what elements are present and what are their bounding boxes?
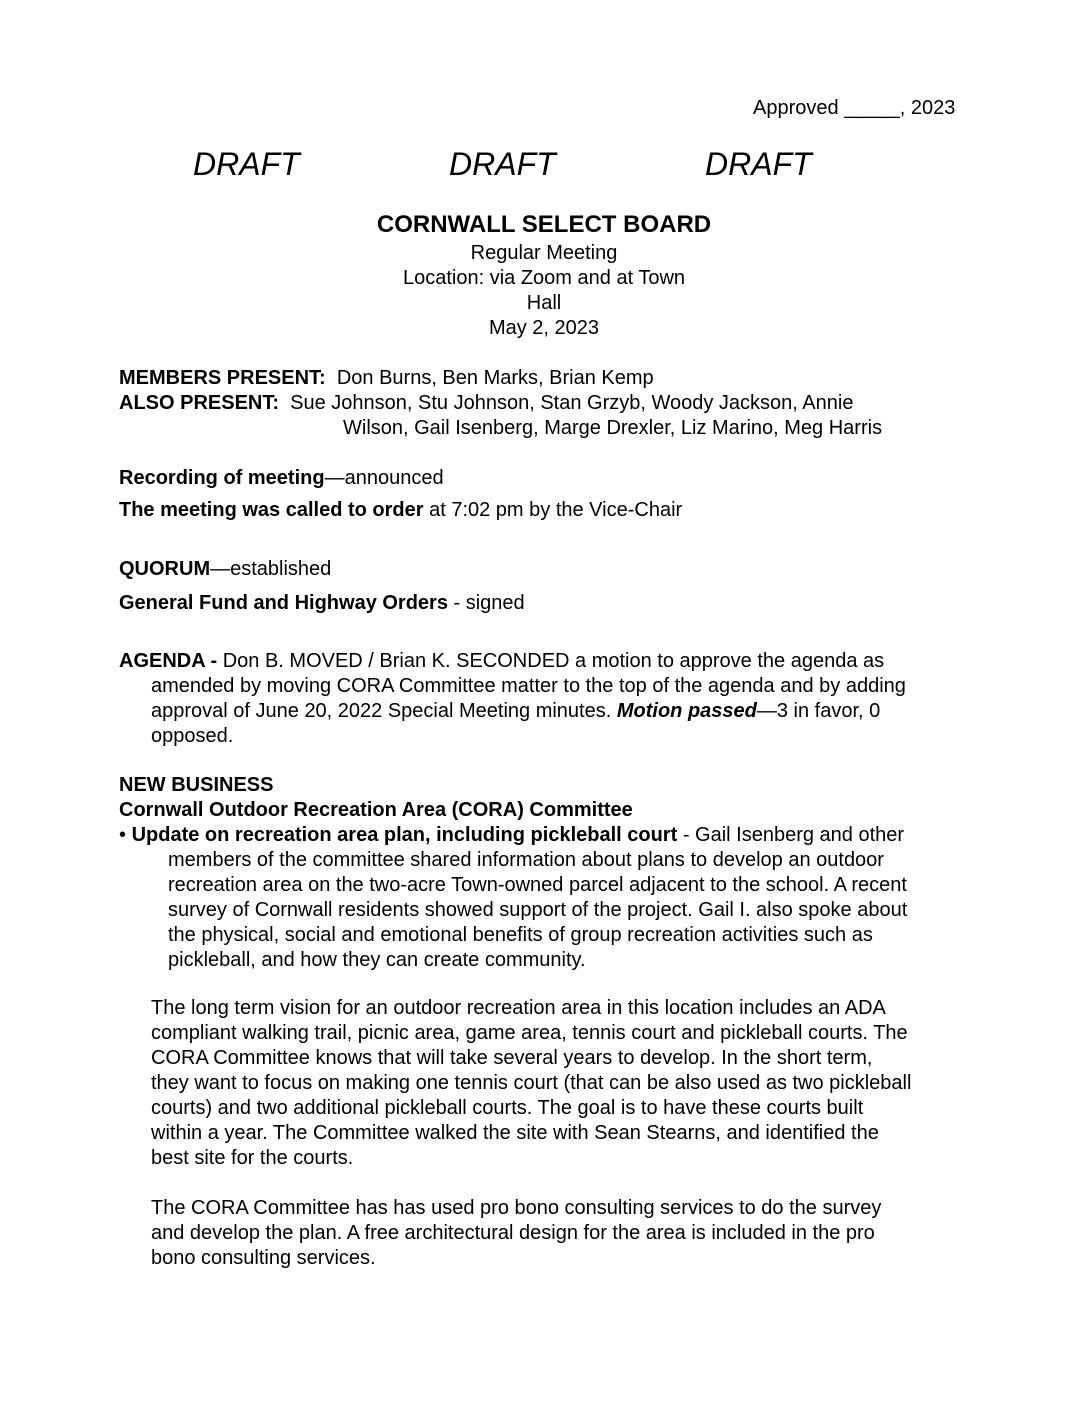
bullet-item	[119, 823, 904, 848]
draft-mark: DRAFT	[193, 146, 300, 182]
recording-item	[119, 466, 444, 491]
draft-mark: DRAFT	[705, 146, 812, 182]
paragraph-line: compliant walking trail, picnic area, game area, tennis court and pickleball courts. The	[151, 1022, 908, 1044]
bullet-continuation	[168, 848, 998, 973]
members-present-label: MEMBERS PRESENT:	[119, 367, 326, 389]
also-present-list: Sue Johnson, Stu Johnson, Stan Grzyb, Woody Jackson, Annie	[290, 392, 854, 414]
bullet-label: Update on recreation area plan, including pickleball court	[131, 824, 678, 846]
orders-label: General Fund and Highway Orders	[119, 592, 448, 614]
cora-subheading: Cornwall Outdoor Recreation Area (CORA) Committee	[119, 799, 633, 821]
recording-text: —announced	[324, 467, 444, 489]
new-business-heading: NEW BUSINESS	[119, 774, 274, 796]
paragraph-line: best site for the courts.	[151, 1147, 354, 1169]
paragraph-line: the physical, social and emotional benefits of group recreation activities such as	[168, 924, 873, 946]
paragraph-line: they want to focus on making one tennis court (that can be also used as two pickleball	[151, 1072, 912, 1094]
paragraph-line: members of the committee shared information about plans to develop an outdoor	[168, 849, 884, 871]
agenda-text-3b: —3 in favor, 0	[756, 700, 881, 722]
paragraph-line: CORA Committee knows that will take several years to develop. In the short term,	[151, 1047, 873, 1069]
paragraph-line: and develop the plan. A free architectural design for the area is included in the pro	[151, 1222, 875, 1244]
quorum-item	[119, 557, 331, 582]
agenda-line-3	[151, 699, 880, 724]
paragraph-line: pickleball, and how they can create community.	[168, 949, 586, 971]
draft-mark: DRAFT	[449, 146, 556, 182]
meeting-date: May 2, 2023	[488, 317, 600, 339]
call-to-order-label: The meeting was called to order	[119, 499, 424, 521]
paragraph-line: courts) and two additional pickleball courts. The goal is to have these courts built	[151, 1097, 864, 1119]
quorum-text: —established	[210, 558, 332, 580]
members-present	[119, 366, 654, 391]
meeting-type: Regular Meeting	[470, 242, 618, 264]
agenda-line-4: opposed.	[151, 725, 234, 747]
paragraph-vision	[151, 996, 981, 1171]
members-present-list: Don Burns, Ben Marks, Brian Kemp	[336, 367, 654, 389]
recording-label: Recording of meeting	[119, 467, 325, 489]
agenda-line-2: amended by moving CORA Committee matter to the top of the agenda and by adding	[151, 675, 906, 697]
paragraph-consulting	[151, 1196, 981, 1271]
paragraph-line: within a year. The Committee walked the site with Sean Stearns, and identified the	[151, 1122, 879, 1144]
also-present-label: ALSO PRESENT:	[119, 392, 280, 414]
paragraph-line: The CORA Committee has has used pro bono consulting services to do the survey	[151, 1197, 882, 1219]
paragraph-line: survey of Cornwall residents showed support of the project. Gail I. also spoke about	[168, 899, 908, 921]
call-to-order-text: at 7:02 pm by the Vice-Chair	[423, 499, 683, 521]
bullet-marker: •	[119, 824, 127, 846]
also-present	[119, 391, 853, 416]
document-title: CORNWALL SELECT BOARD	[376, 211, 712, 238]
orders-item	[119, 591, 525, 616]
approval-date-line: Approved _____, 2023	[753, 97, 956, 119]
bullet-text: - Gail Isenberg and other	[677, 824, 905, 846]
meeting-location-cont: Hall	[526, 292, 562, 314]
agenda-line-1	[119, 649, 884, 674]
quorum-label: QUORUM	[119, 558, 211, 580]
also-present-list-cont: Wilson, Gail Isenberg, Marge Drexler, Liz Marino, Meg Harris	[343, 417, 883, 439]
paragraph-line: bono consulting services.	[151, 1247, 376, 1269]
paragraph-line: recreation area on the two-acre Town-owned parcel adjacent to the school. A recent	[168, 874, 907, 896]
motion-passed: Motion passed	[616, 700, 757, 722]
agenda-text: Don B. MOVED / Brian K. SECONDED a motion to approve the agenda as	[217, 650, 885, 672]
meeting-location: Location: via Zoom and at Town	[402, 267, 686, 289]
agenda-label: AGENDA -	[119, 650, 218, 672]
call-to-order-item	[119, 498, 682, 523]
agenda-text-3a: approval of June 20, 2022 Special Meeting minutes.	[151, 700, 617, 722]
paragraph-line: The long term vision for an outdoor recreation area in this location includes an ADA	[151, 997, 886, 1019]
orders-text: - signed	[447, 592, 525, 614]
